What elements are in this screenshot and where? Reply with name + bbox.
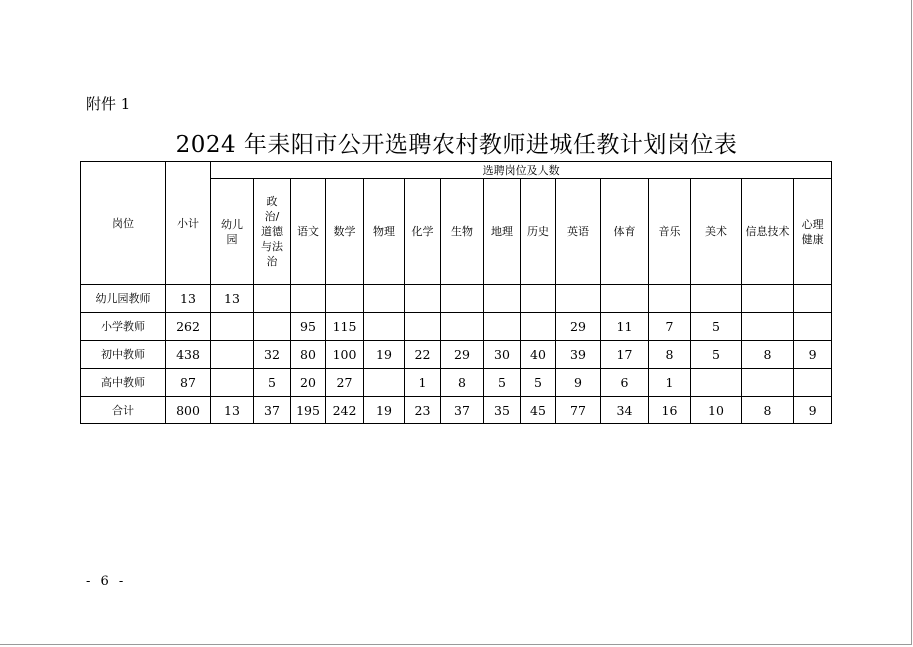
subject-politics: 政治/道德与法治 xyxy=(254,179,291,285)
table-cell: 8 xyxy=(742,341,794,369)
table-row xyxy=(81,397,832,424)
table-cell: 39 xyxy=(556,341,601,369)
row-subtotal: 438 xyxy=(166,341,211,369)
table-cell xyxy=(364,369,405,397)
table-cell: 30 xyxy=(484,341,521,369)
table-cell: 11 xyxy=(601,313,649,341)
table-row xyxy=(81,341,832,369)
table-cell: 35 xyxy=(484,397,521,424)
table-cell: 19 xyxy=(364,397,405,424)
table-cell xyxy=(211,313,254,341)
table-row xyxy=(81,285,832,313)
table-cell xyxy=(326,285,364,313)
table-cell xyxy=(691,285,742,313)
table-cell: 100 xyxy=(326,341,364,369)
table-cell xyxy=(521,313,556,341)
table-cell: 80 xyxy=(291,341,326,369)
subject-history: 历史 xyxy=(521,179,556,285)
row-subtotal: 262 xyxy=(166,313,211,341)
table-cell: 10 xyxy=(691,397,742,424)
table-cell: 8 xyxy=(742,397,794,424)
table-cell xyxy=(405,285,441,313)
subject-english: 英语 xyxy=(556,179,601,285)
table-cell xyxy=(794,313,832,341)
row-subtotal: 87 xyxy=(166,369,211,397)
table-cell xyxy=(742,369,794,397)
table-cell xyxy=(794,285,832,313)
row-post: 小学教师 xyxy=(81,313,166,341)
table-cell: 8 xyxy=(649,341,691,369)
table-cell: 40 xyxy=(521,341,556,369)
table-cell: 45 xyxy=(521,397,556,424)
row-post: 初中教师 xyxy=(81,341,166,369)
table-cell xyxy=(556,285,601,313)
table-cell xyxy=(364,285,405,313)
subject-music: 音乐 xyxy=(649,179,691,285)
table-cell xyxy=(291,285,326,313)
table-cell xyxy=(254,285,291,313)
subject-pe: 体育 xyxy=(601,179,649,285)
subject-geography: 地理 xyxy=(484,179,521,285)
table-cell: 34 xyxy=(601,397,649,424)
subject-chinese: 语文 xyxy=(291,179,326,285)
row-subtotal: 800 xyxy=(166,397,211,424)
table-cell xyxy=(364,313,405,341)
table-cell: 1 xyxy=(405,369,441,397)
row-post: 幼儿园教师 xyxy=(81,285,166,313)
table-cell xyxy=(742,313,794,341)
table-cell: 19 xyxy=(364,341,405,369)
subject-chemistry: 化学 xyxy=(405,179,441,285)
subject-art: 美术 xyxy=(691,179,742,285)
table-cell: 5 xyxy=(691,341,742,369)
subject-math: 数学 xyxy=(326,179,364,285)
table-cell: 13 xyxy=(211,285,254,313)
table-cell: 20 xyxy=(291,369,326,397)
table-cell: 6 xyxy=(601,369,649,397)
table-cell: 7 xyxy=(649,313,691,341)
attachment-label: 附件 1 xyxy=(86,95,131,113)
subject-it: 信息技术 xyxy=(742,179,794,285)
table-cell: 5 xyxy=(691,313,742,341)
row-post: 高中教师 xyxy=(81,369,166,397)
table-cell: 9 xyxy=(794,397,832,424)
table-cell: 17 xyxy=(601,341,649,369)
table-row xyxy=(81,369,832,397)
header-group: 选聘岗位及人数 xyxy=(211,162,832,179)
table-cell xyxy=(211,341,254,369)
table-cell: 5 xyxy=(521,369,556,397)
table-cell xyxy=(484,285,521,313)
table-cell xyxy=(441,313,484,341)
table-cell: 32 xyxy=(254,341,291,369)
table-row xyxy=(81,313,832,341)
table-cell: 195 xyxy=(291,397,326,424)
table-cell xyxy=(742,285,794,313)
subject-kindergarten: 幼儿园 xyxy=(211,179,254,285)
table-cell: 37 xyxy=(441,397,484,424)
table-cell xyxy=(254,313,291,341)
table-cell: 5 xyxy=(254,369,291,397)
header-subtotal: 小计 xyxy=(166,162,211,285)
table-cell: 95 xyxy=(291,313,326,341)
table-cell xyxy=(601,285,649,313)
table-cell: 22 xyxy=(405,341,441,369)
table-cell: 29 xyxy=(441,341,484,369)
page-number: - 6 - xyxy=(86,574,127,589)
table-cell: 9 xyxy=(556,369,601,397)
table-cell: 115 xyxy=(326,313,364,341)
table-cell: 16 xyxy=(649,397,691,424)
subject-physics: 物理 xyxy=(364,179,405,285)
table-cell: 13 xyxy=(211,397,254,424)
table-cell: 9 xyxy=(794,341,832,369)
table-cell: 1 xyxy=(649,369,691,397)
table-cell: 77 xyxy=(556,397,601,424)
table-cell xyxy=(794,369,832,397)
post-plan-table xyxy=(80,161,832,424)
table-cell: 5 xyxy=(484,369,521,397)
table-cell: 242 xyxy=(326,397,364,424)
table-cell: 37 xyxy=(254,397,291,424)
table-cell xyxy=(691,369,742,397)
row-subtotal: 13 xyxy=(166,285,211,313)
document-title: 2024 年耒阳市公开选聘农村教师进城任教计划岗位表 xyxy=(175,132,738,158)
table-cell: 29 xyxy=(556,313,601,341)
table-cell xyxy=(649,285,691,313)
table-cell xyxy=(405,313,441,341)
row-post: 合计 xyxy=(81,397,166,424)
subject-psychology: 心理健康 xyxy=(794,179,832,285)
table-cell: 27 xyxy=(326,369,364,397)
subject-biology: 生物 xyxy=(441,179,484,285)
table-cell: 23 xyxy=(405,397,441,424)
header-post: 岗位 xyxy=(81,162,166,285)
table-cell: 8 xyxy=(441,369,484,397)
table-cell xyxy=(211,369,254,397)
table-cell xyxy=(484,313,521,341)
table-cell xyxy=(441,285,484,313)
table-cell xyxy=(521,285,556,313)
